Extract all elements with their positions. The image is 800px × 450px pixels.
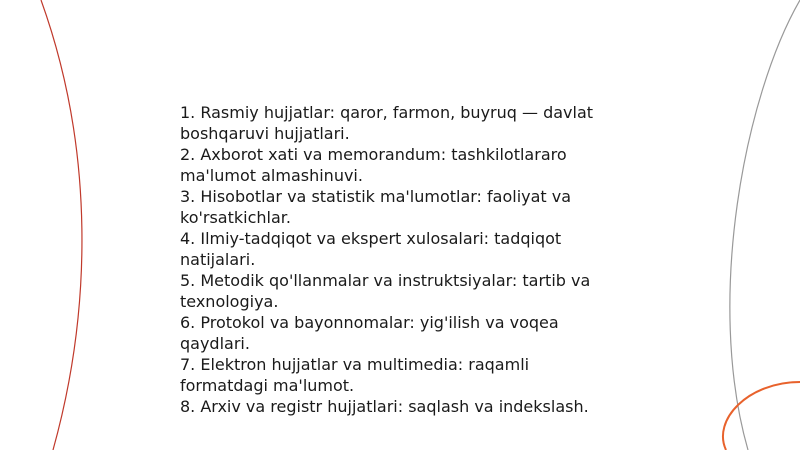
left-red-arc	[41, 0, 82, 450]
list-item: 8. Arxiv va registr hujjatlari: saqlash va indekslash.	[180, 397, 589, 416]
list-item: 1. Rasmiy hujjatlar: qaror, farmon, buyruq — davlat boshqaruvi hujjatlari.	[180, 103, 594, 143]
document-types-list	[180, 102, 612, 417]
list-item: 5. Metodik qo'llanmalar va instruktsiyalar: tartib va texnologiya.	[180, 271, 591, 311]
right-orange-circle-arc	[723, 382, 800, 450]
content-block	[180, 102, 612, 417]
list-item: 7. Elektron hujjatlar va multimedia: raqamli formatdagi ma'lumot.	[180, 355, 530, 395]
list-item: 6. Protokol va bayonnomalar: yig'ilish va voqea qaydlari.	[180, 313, 559, 353]
list-item: 2. Axborot xati va memorandum: tashkilotlararo ma'lumot almashinuvi.	[180, 145, 567, 185]
list-item: 3. Hisobotlar va statistik ma'lumotlar: faoliyat va ko'rsatkichlar.	[180, 187, 572, 227]
list-item: 4. Ilmiy-tadqiqot va ekspert xulosalari: tadqiqot natijalari.	[180, 229, 562, 269]
